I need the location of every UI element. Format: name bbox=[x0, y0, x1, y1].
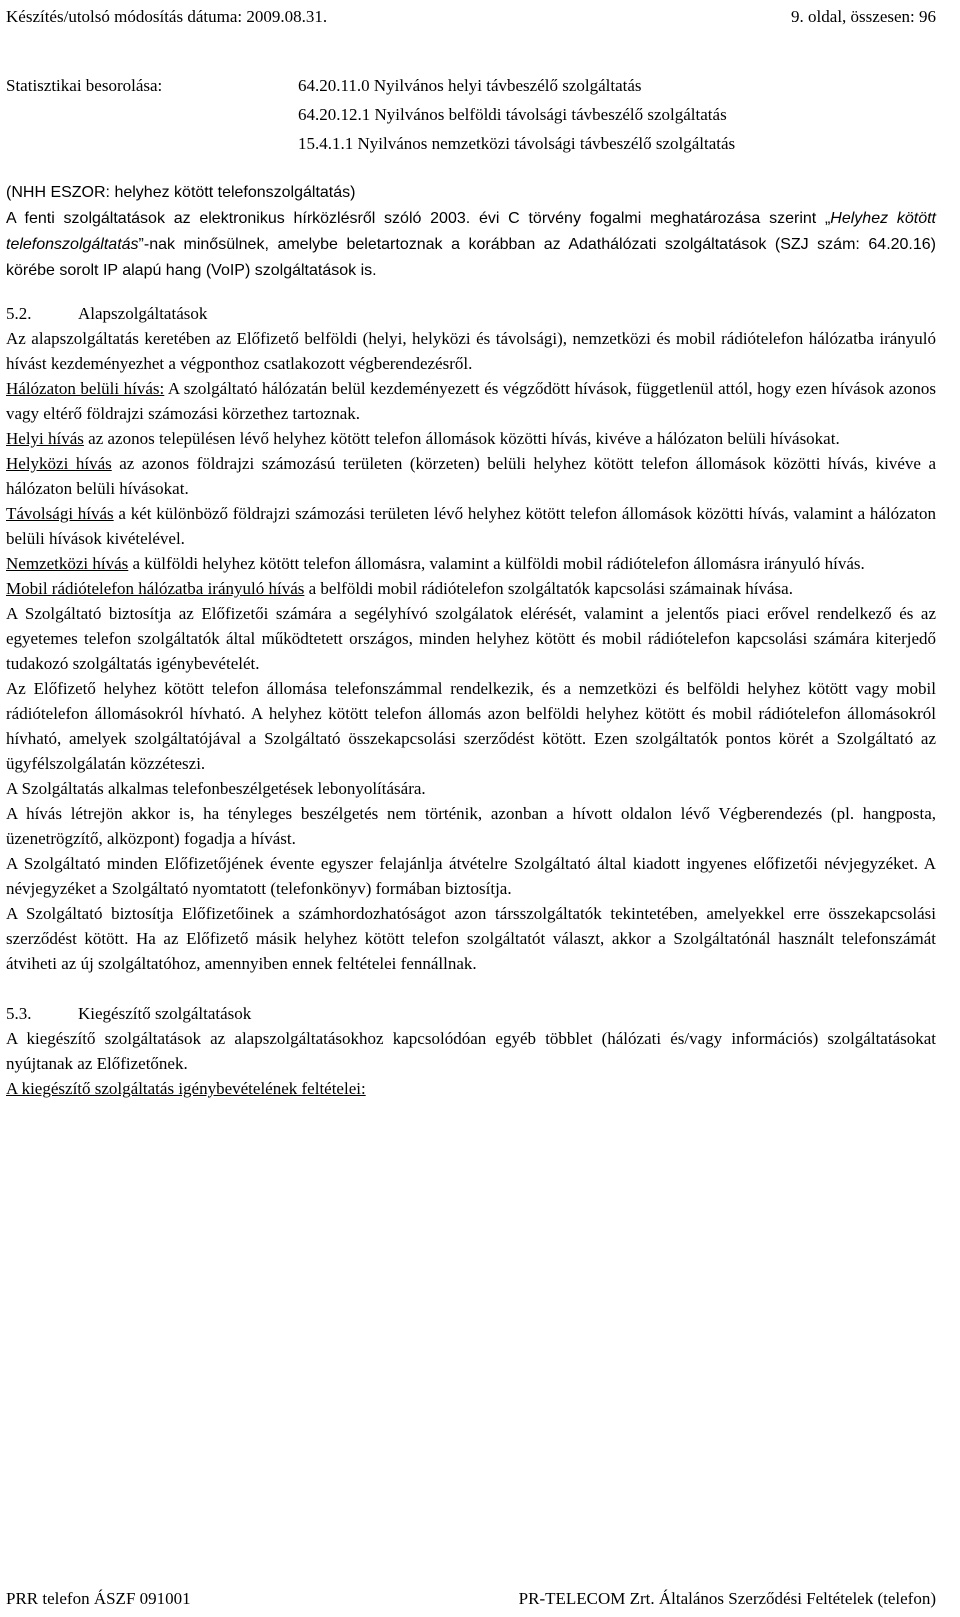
section-title: Kiegészítő szolgáltatások bbox=[78, 1004, 252, 1023]
section-5-2-heading bbox=[6, 301, 936, 326]
intro-text-a: A fenti szolgáltatások az elektronikus hírközlésről szóló 2003. évi C törvény fogalmi meghatározása szerint „ bbox=[6, 210, 831, 227]
intro-text-b: ”-nak minősülnek, amelybe beletartoznak a korábban az Adathálózati szolgáltatások (SZJ szám: 64.20.16) körébe sorolt IP alapú hang (VoIP) szolgáltatások is. bbox=[6, 236, 936, 279]
definition-term: Hálózaton belüli hívás: bbox=[6, 379, 165, 398]
body-paragraph: A Szolgáltatás alkalmas telefonbeszélgetések lebonyolítására. bbox=[6, 779, 426, 798]
definition-term: Helyközi hívás bbox=[6, 454, 112, 473]
section-number: 5.3. bbox=[6, 1004, 32, 1023]
body-paragraph: A Szolgáltató biztosítja Előfizetőinek a számhordozhatóságot azon társszolgáltatók tekintetében, amelyekkel erre összekapcsolási szerződést kötött. Ha az Előfizető másik helyhez kötött telefon szolgáltatót választ, akkor a Szolgáltatónál használt telefonszámát átviheti az új szolgáltatóhoz, amennyiben ennek feltételei fennállnak. bbox=[6, 904, 936, 973]
stat-line: 15.4.1.1 Nyilvános nemzetközi távolsági távbeszélő szolgáltatás bbox=[298, 134, 736, 153]
definition-term: Helyi hívás bbox=[6, 429, 84, 448]
body-paragraph: A hívás létrejön akkor is, ha tényleges beszélgetés nem történik, azonban a hívott oldalon lévő Végberendezés (pl. hangposta, üzenetrögzítő, alközpont) fogadja a hívást. bbox=[6, 804, 936, 848]
intro-paragraph bbox=[6, 205, 936, 283]
section-5-3-conditions bbox=[6, 1076, 936, 1101]
definition-term: Nemzetközi hívás bbox=[6, 554, 129, 573]
nhh-text: (NHH ESZOR: helyhez kötött telefonszolgáltatás) bbox=[6, 184, 356, 201]
section-5-3-heading bbox=[6, 1001, 936, 1026]
definition-paragraph bbox=[6, 576, 936, 601]
header-date: Készítés/utolsó módosítás dátuma: 2009.08.31. bbox=[6, 7, 328, 26]
definition-paragraph bbox=[6, 501, 936, 551]
definition-term: Mobil rádiótelefon hálózatba irányuló hívás bbox=[6, 579, 305, 598]
body-paragraph: Az Előfizető helyhez kötött telefon állomása telefonszámmal rendelkezik, és a nemzetközi és belföldi helyhez kötött vagy mobil rádiótelefon állomásokról hívható. A helyhez kötött telefon állomás azon belföldi helyhez kötött és mobil rádiótelefon állomásokról hívható, amelyek szolgáltatójával a Szolgáltató összekapcsolási szerződést kötött. Ezen szolgáltatók pontos körét a Szolgáltató az ügyfélszolgálatán közzéteszi. bbox=[6, 679, 936, 773]
stat-lines bbox=[298, 73, 735, 160]
footer-left: PRR telefon ÁSZF 091001 bbox=[6, 1589, 191, 1608]
intro-nhh-line bbox=[6, 179, 936, 205]
body-paragraph: A Szolgáltató minden Előfizetőjének évente egyszer felajánlja átvételre Szolgáltató által kiadott ingyenes előfizetői névjegyzéket. A névjegyzéket a Szolgáltató nyomtatott (telefonkönyv) formában biztosítja. bbox=[6, 854, 936, 898]
definition-paragraph bbox=[6, 426, 936, 451]
definition-text: az azonos földrajzi számozású területen (körzeten) belüli helyhez kötött telefon állomások közötti hívás, kivéve a hálózaton belüli hívásokat. bbox=[6, 454, 936, 498]
section-5-3-paragraph: A kiegészítő szolgáltatások az alapszolgáltatásokhoz kapcsolódóan egyéb többlet (hálózati és/vagy információs) szolgáltatásokat nyújtanak az Előfizetőnek. bbox=[6, 1029, 936, 1073]
definition-text: az azonos településen lévő helyhez kötött telefon állomások közötti hívás, kivéve a hálózaton belüli hívásokat. bbox=[83, 429, 840, 448]
conditions-heading: A kiegészítő szolgáltatás igénybevételének feltételei: bbox=[6, 1079, 366, 1098]
stat-line: 64.20.12.1 Nyilvános belföldi távolsági távbeszélő szolgáltatás bbox=[298, 105, 727, 124]
section-5-2-paragraph: Az alapszolgáltatás keretében az Előfizető belföldi (helyi, helyközi és távolsági), nemzetközi és mobil rádiótelefon hálózatba irányuló hívást kezdeményezhet a végponthoz csatlakozott végberendezésről. bbox=[6, 329, 936, 373]
page-header bbox=[6, 4, 936, 29]
definition-paragraph bbox=[6, 376, 936, 426]
definition-paragraph bbox=[6, 551, 936, 576]
definition-text: a külföldi helyhez kötött telefon állomásra, valamint a külföldi mobil rádiótelefon állomásra irányuló hívás. bbox=[128, 554, 865, 573]
stat-line: 64.20.11.0 Nyilvános helyi távbeszélő szolgáltatás bbox=[298, 76, 642, 95]
definition-term: Távolsági hívás bbox=[6, 504, 114, 523]
footer-right: PR-TELECOM Zrt. Általános Szerződési Feltételek (telefon) bbox=[518, 1589, 936, 1608]
definition-text: a belföldi mobil rádiótelefon szolgáltatók kapcsolási számainak hívása. bbox=[304, 579, 793, 598]
definition-text: A szolgáltató hálózatán belül kezdeményezett és végződött hívások, függetlenül attól, hogy ezen hívások azonos vagy eltérő földrajzi számozási körzethez tartoznak. bbox=[6, 379, 936, 423]
document-body bbox=[6, 179, 936, 1101]
intro-emphasis: Helyhez kötött telefonszolgáltatás bbox=[6, 210, 936, 253]
section-number: 5.2. bbox=[6, 304, 32, 323]
body-paragraph: A Szolgáltató biztosítja az Előfizetői számára a segélyhívó szolgálatok elérését, valamint a jelentős piaci erővel rendelkező és az egyetemes telefon szolgáltatók által működtetett országos, minden helyhez kötött és mobil rádiótelefon kapcsolási számára kiterjedő tudakozó szolgáltatás igénybevételét. bbox=[6, 604, 936, 673]
header-page-number: 9. oldal, összesen: 96 bbox=[791, 7, 936, 26]
definition-text: a két különböző földrajzi számozási területen lévő helyhez kötött telefon állomások közötti hívás, valamint a hálózaton belüli hívások kivételével. bbox=[6, 504, 936, 548]
section-title: Alapszolgáltatások bbox=[78, 304, 208, 323]
definition-paragraph bbox=[6, 451, 936, 501]
page-footer bbox=[6, 1586, 936, 1611]
stat-label: Statisztikai besorolása: bbox=[6, 76, 163, 95]
